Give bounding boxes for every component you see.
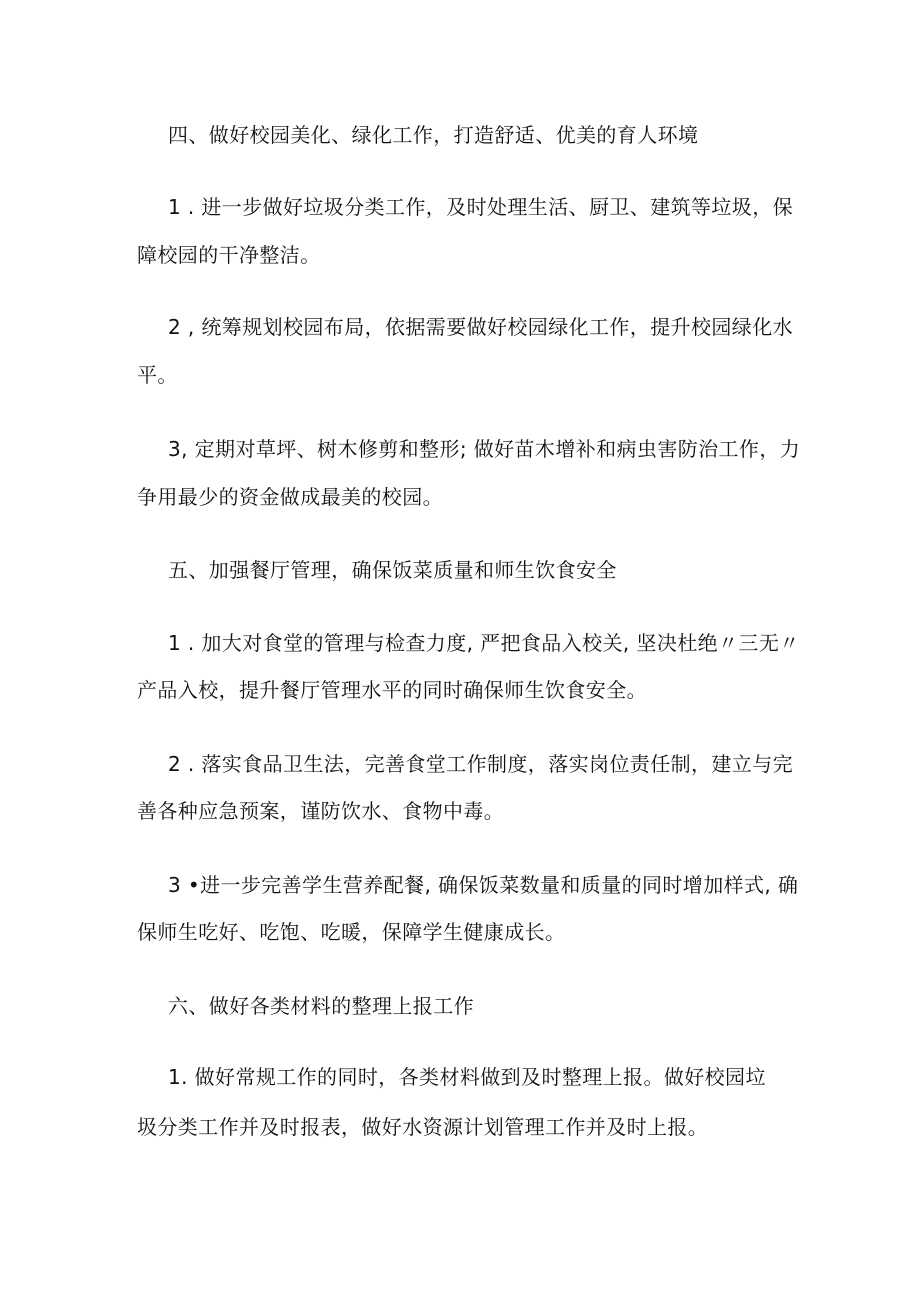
section-4-item-3-line-1: 3, 定期对草坪、树木修剪和整形; 做好苗木增补和病虫害防治工作，力 [168,437,801,461]
section-4-item-2-line-2: 平。 [137,363,178,387]
section-6-heading: 六、做好各类材料的整理上报工作 [168,994,474,1018]
section-4-item-2-line-1: 2 , 统筹规划校园布局，依据需要做好校园绿化工作，提升校园绿化水 [168,315,793,339]
section-6-item-1-line-2: 圾分类工作并及时报表，做好水资源计划管理工作并及时上报。 [137,1115,709,1139]
section-5-item-3-line-1: 3 •进一步完善学生营养配餐, 确保饭菜数量和质量的同时增加样式, 确 [168,873,799,897]
section-4-item-1-line-1: 1 . 进一步做好垃圾分类工作，及时处理生活、厨卫、建筑等垃圾，保 [168,195,793,219]
section-5-item-1-line-1: 1 . 加大对食堂的管理与检查力度, 严把食品入校关, 坚决杜绝〃三无〃 [168,631,800,655]
section-4-item-3-line-2: 争用最少的资金做成最美的校园。 [137,485,443,509]
section-4-item-1-line-2: 障校园的干净整洁。 [137,243,321,267]
section-5-heading: 五、加强餐厅管理，确保饭菜质量和师生饮食安全 [168,558,617,582]
section-6-item-1-line-1: 1. 做好常规工作的同时，各类材料做到及时整理上报。做好校园垃 [168,1065,766,1089]
section-5-item-2-line-1: 2 . 落实食品卫生法，完善食堂工作制度，落实岗位责任制，建立与完 [168,752,793,776]
section-4-heading: 四、做好校园美化、绿化工作，打造舒适、优美的育人环境 [168,123,699,147]
section-5-item-2-line-2: 善各种应急预案，谨防饮水、食物中毒。 [137,799,505,823]
section-5-item-3-line-2: 保师生吃好、吃饱、吃暖，保障学生健康成长。 [137,920,566,944]
section-5-item-1-line-2: 产品入校，提升餐厅管理水平的同时确保师生饮食安全。 [137,678,647,702]
